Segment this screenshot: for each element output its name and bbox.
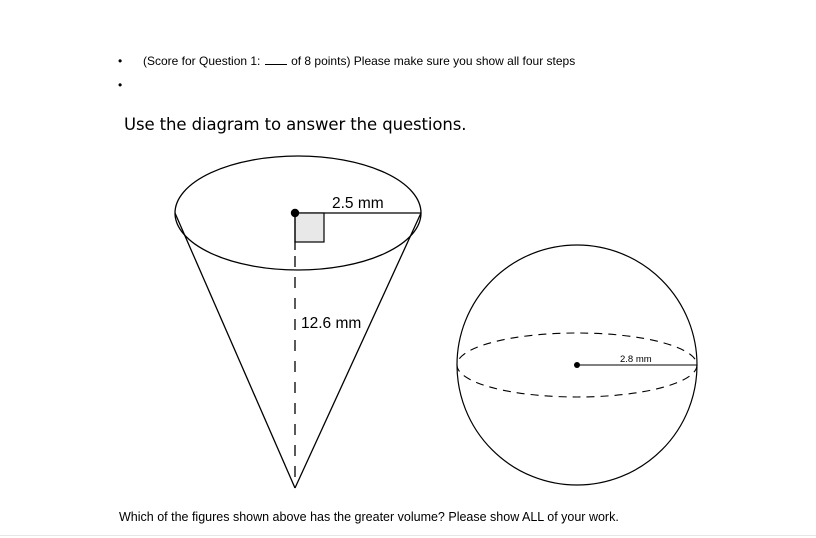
sphere-radius-label: 2.8 mm [620,354,652,365]
score-text-start: (Score for Question 1: [143,54,264,68]
sphere-figure [457,245,697,485]
right-angle-marker [295,213,324,242]
bullet-dot: • [118,78,123,92]
question-text: Which of the figures shown above has the greater volume? Please show ALL of your work. [119,510,619,524]
instruction-heading: Use the diagram to answer the questions. [124,115,467,134]
page-divider [0,535,816,536]
cone-left-side [175,213,295,488]
bullet-dot: • [118,54,123,68]
score-text-end: of 8 points) Please make sure you show all four steps [287,54,576,68]
cone-right-side [295,213,421,488]
cone-figure [175,156,421,488]
sphere-center-point [574,362,580,368]
cone-height-label: 12.6 mm [301,315,362,332]
cone-center-point [291,209,299,217]
cone-radius-label: 2.5 mm [332,195,384,212]
